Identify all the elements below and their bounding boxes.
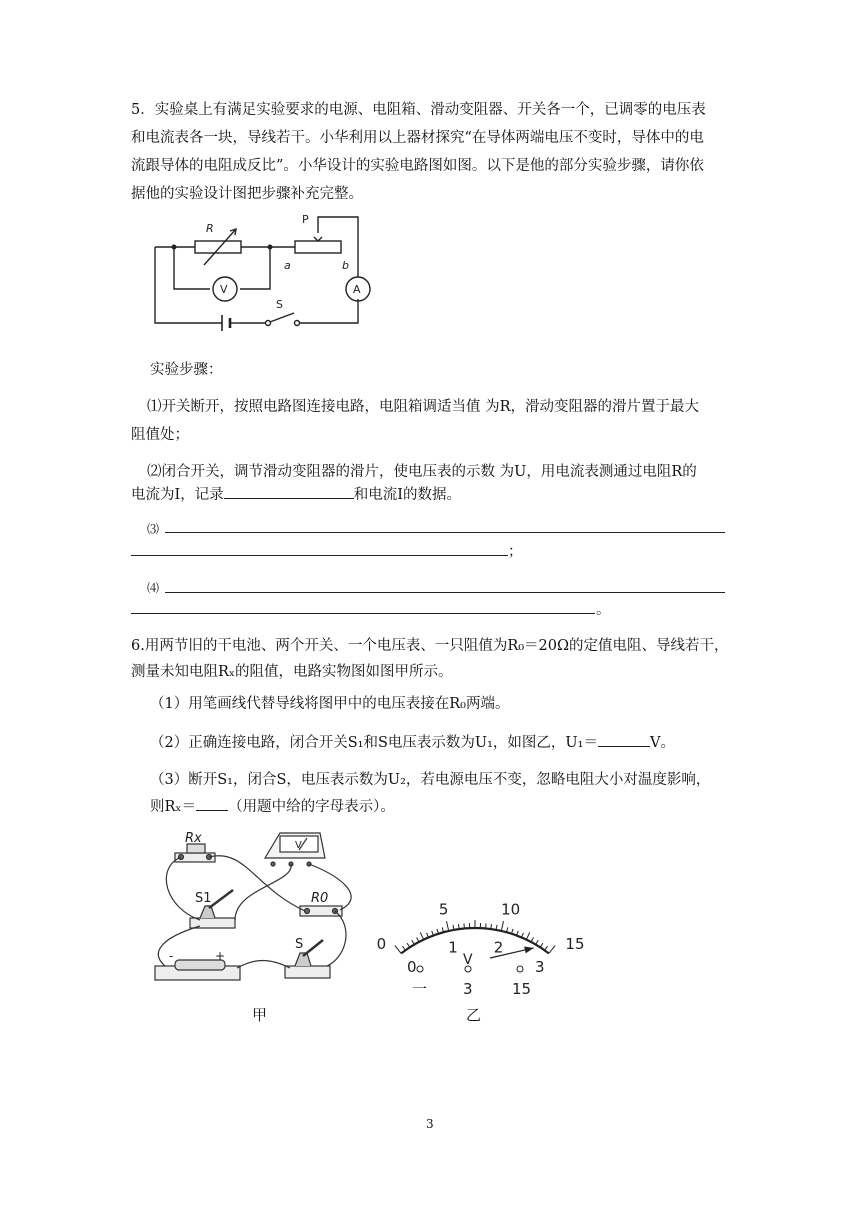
dial-inner-tick-label: 3 (535, 958, 545, 977)
dial-inner-tick-label: 0 (406, 958, 417, 977)
label-r: R (206, 222, 214, 235)
fig-yi-caption: 乙 (466, 1006, 482, 1024)
step2-blank[interactable] (224, 480, 354, 499)
label-a-point: a (284, 259, 291, 272)
dial-unit-v: V (463, 952, 473, 968)
dial-tick (407, 943, 410, 947)
label-r0: R0 (311, 891, 329, 906)
dial-outer-tick-label: 5 (438, 900, 449, 919)
step4-blank-line1[interactable] (165, 592, 725, 593)
q5-line1: 5．实验桌上有满足实验要求的电源、电阻箱、滑动变阻器、开关各一个，已调零的电压表 (131, 102, 706, 118)
dial-tick (446, 921, 448, 931)
label-plus: + (215, 949, 226, 963)
s-switch-board (285, 940, 330, 978)
fig-yi-voltmeter-dial (360, 858, 610, 1003)
battery-holder (155, 960, 240, 980)
switch-contact-left (266, 321, 271, 326)
dial-inner-tick-label: 2 (493, 938, 504, 957)
page-number: 3 (426, 1117, 434, 1131)
step1-line1: ⑴开关断开，按照电路图连接电路，电阻箱调适当值 为R，滑动变阻器的滑片置于最大 (147, 399, 700, 415)
q6-sub1: （1）用笔画线代替导线将图甲中的电压表接在R₀两端。 (150, 696, 510, 712)
terminal-15: 15 (512, 980, 532, 998)
dial-outer-tick-label: 15 (565, 935, 585, 954)
step3-end: ； (508, 544, 523, 560)
dial-tick (395, 946, 401, 954)
q6-sub3-line1: （3）断开S₁，闭合S，电压表示数为U₂，若电源电压不变，忽略电阻大小对温度影响， (150, 772, 711, 788)
dial-tick (526, 932, 529, 939)
terminal-minus: 一 (412, 980, 428, 998)
terminal-3: 3 (463, 980, 473, 998)
step2-line1: ⑵闭合开关，调节滑动变阻器的滑片，使电压表的示数 为U，用电流表测通过电阻R的 (147, 464, 697, 480)
dial-tick (536, 940, 539, 944)
q6-sub2-text-b: V。 (649, 735, 675, 751)
dial-tick (549, 946, 555, 954)
dial-outer-tick-label: 10 (501, 900, 521, 919)
step2-text-a: 电流为I，记录 (131, 487, 224, 503)
q6-sub3-text-a: 则Rₓ＝ (150, 799, 197, 815)
q5-line2: 和电流表各一块，导线若干。小华利用以上器材探究“在导体两端电压不变时，导体中的电 (131, 130, 704, 146)
dial-tick (540, 943, 543, 947)
dial-terminals (412, 952, 531, 998)
label-minus: - (169, 949, 174, 963)
dial-tick (412, 940, 415, 944)
label-v: V (220, 283, 228, 296)
fig-jia-physical-circuit (145, 828, 365, 998)
dial-tick (458, 924, 459, 929)
dial-tick (420, 932, 423, 939)
q5-line4: 据他的实验设计图把步骤补充完整。 (131, 186, 363, 202)
q5-line3: 流跟导体的电阻成反比”。小华设计的实验电路图如图。以下是他的部分实验步骤，请你依 (131, 158, 704, 174)
switch-contact-right (295, 321, 300, 326)
step2-text-b: 和电流I的数据。 (353, 487, 461, 503)
label-s1: S1 (195, 891, 212, 906)
rx-blank[interactable] (196, 792, 228, 811)
step3-blank-line1[interactable] (165, 532, 725, 533)
label-s: S (295, 937, 304, 952)
q6-line1: 6.用两节旧的干电池、两个开关、一个电压表、一只阻值为R₀＝20Ω的定值电阻、导线若干， (131, 638, 729, 654)
step4-blank-line2[interactable] (131, 613, 595, 614)
switch-blade (270, 313, 294, 322)
dial-tick (402, 946, 405, 950)
step3-label: ⑶ (147, 522, 160, 536)
dial-tick (491, 924, 492, 929)
q6-sub2-text-a: （2）正确连接电路，闭合开关S₁和S电压表示数为U₁，如图乙，U₁＝ (150, 735, 598, 751)
dial-tick (501, 921, 503, 931)
q6-sub2 (150, 728, 675, 757)
dial-inner-tick-label: 1 (448, 938, 458, 957)
label-b-point: b (342, 259, 349, 272)
label-a: A (353, 283, 361, 296)
step4-end: 。 (596, 602, 611, 618)
q5-circuit-diagram (140, 205, 380, 340)
dial-outer-tick-label: 0 (376, 935, 387, 954)
q6-line2: 测量未知电阻Rₓ的阻值，电路实物图如图甲所示。 (131, 664, 453, 680)
step1-line2: 阻值处； (131, 427, 189, 443)
label-s: S (276, 298, 283, 311)
dial-needle-head (524, 947, 534, 954)
dial-tick (545, 946, 548, 950)
steps-title: 实验步骤： (150, 362, 223, 378)
step4-label: ⑷ (147, 581, 160, 595)
dial-inner-labels (407, 939, 545, 977)
step3-blank-line2[interactable] (131, 555, 508, 556)
label-p: P (302, 213, 309, 226)
step2-line2 (131, 480, 461, 509)
u1-blank[interactable] (598, 728, 650, 747)
label-voltmeter-v: V (295, 840, 302, 851)
q6-sub3-line2 (150, 792, 395, 821)
fig-jia-caption: 甲 (252, 1006, 268, 1024)
rheostat (295, 241, 341, 253)
label-rx: Rx (185, 831, 202, 846)
resistor-box-r (195, 241, 241, 253)
rx-resistor-board (175, 844, 215, 862)
q6-sub3-text-b: （用题中给的字母表示）。 (228, 799, 395, 815)
